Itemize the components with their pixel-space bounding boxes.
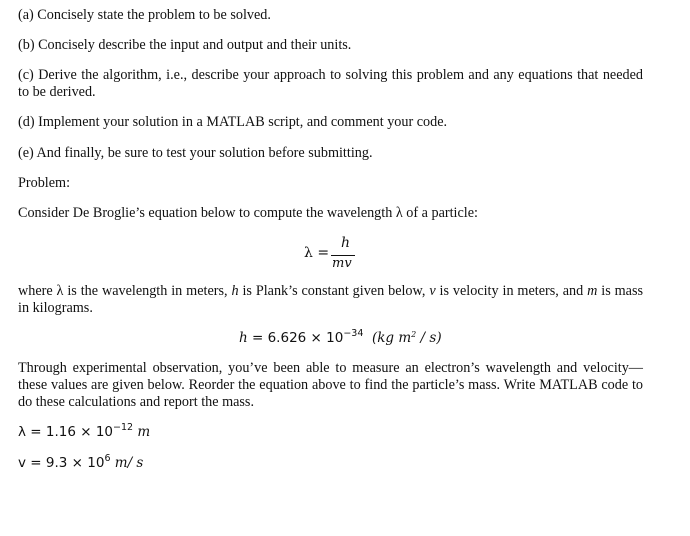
- plank-symbol: h: [239, 330, 248, 346]
- lambda-unit: m: [137, 424, 151, 440]
- lambda-value: [18, 424, 150, 440]
- step-c: (c) Derive the algorithm, i.e., describe your approach to solving this problem and any equations that needed to be derived.: [18, 67, 643, 100]
- where-text-3: is velocity in meters, and: [435, 283, 588, 299]
- lambda-exponent: −12: [113, 422, 134, 433]
- equation-denominator: mv: [332, 256, 352, 271]
- de-broglie-equation: [298, 234, 378, 274]
- equation-numerator: h: [341, 235, 351, 251]
- where-text-1: where λ is the wavelength in meters,: [18, 283, 232, 299]
- plank-constant: [239, 330, 442, 346]
- plank-exponent: −34: [343, 328, 364, 339]
- observation-paragraph: Through experimental observation, you’ve been able to measure an electron’s wavelength and velocity—these values are given below. Reorder the equation above to find the particle’s mass. Write MATLAB code to do these calculations and report the mass.: [18, 360, 643, 410]
- plank-value: = 6.626 × 10: [247, 330, 344, 346]
- step-e: (e) And finally, be sure to test your solution before submitting.: [18, 145, 373, 161]
- where-m-symbol: m: [587, 283, 598, 299]
- intro-text: Consider De Broglie’s equation below to compute the wavelength λ of a particle:: [18, 205, 478, 221]
- where-h-symbol: h: [231, 283, 239, 299]
- velocity-value: [18, 455, 143, 471]
- where-v-symbol: v: [429, 283, 436, 299]
- step-b: (b) Concisely describe the input and output and their units.: [18, 37, 352, 53]
- equation-lhs: λ =: [304, 245, 330, 261]
- velocity-unit: m/ s: [114, 455, 144, 471]
- step-a: (a) Concisely state the problem to be solved.: [18, 7, 271, 23]
- velocity-exponent: 6: [104, 453, 111, 464]
- velocity-lhs: v = 9.3 × 10: [18, 455, 105, 471]
- step-d: (d) Implement your solution in a MATLAB script, and comment your code.: [18, 114, 448, 130]
- where-paragraph: [18, 283, 643, 317]
- plank-unit: (kg $m^2 / s$): [371, 330, 442, 346]
- where-text-4: is mass in kilograms.: [18, 283, 643, 316]
- where-text-2: is Plank’s constant given below,: [238, 283, 430, 299]
- problem-heading: Problem:: [18, 175, 71, 191]
- lambda-lhs: λ = 1.16 × 10: [18, 424, 114, 440]
